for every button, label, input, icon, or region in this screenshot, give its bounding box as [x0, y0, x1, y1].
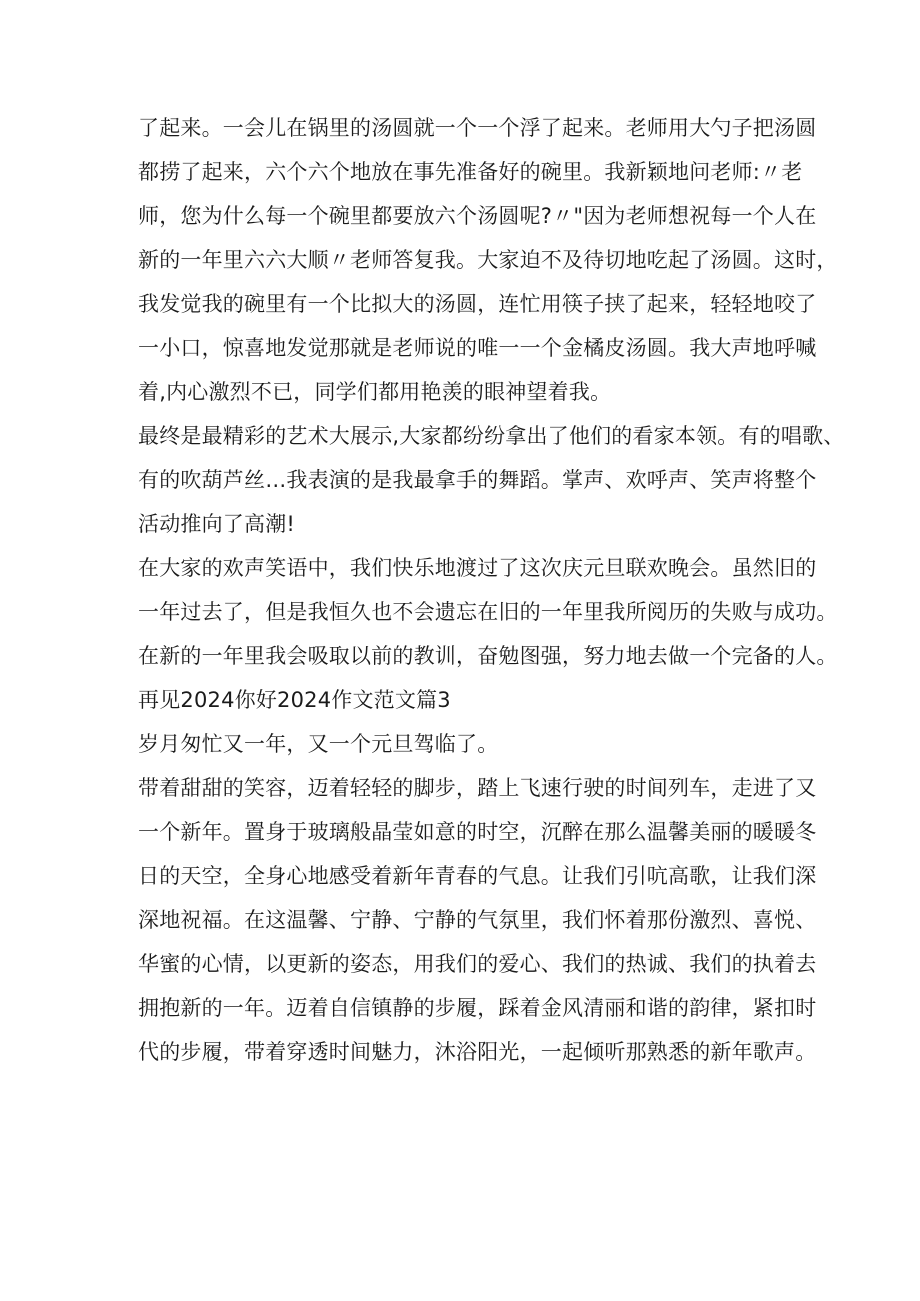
text-line: 最终是最精彩的艺术大展示,大家都纷纷拿出了他们的看家本领。有的唱歌、: [138, 424, 845, 448]
text-line: 华蜜的心情，以更新的姿态，用我们的爱心、我们的热诚、我们的执着去: [138, 952, 817, 976]
text-line: 有的吹葫芦丝…我表演的是我最拿手的舞蹈。掌声、欢呼声、笑声将整个: [138, 468, 817, 492]
text-line: 我发觉我的碗里有一个比拟大的汤圆，连忙用筷子挟了起来，轻轻地咬了: [138, 292, 817, 316]
section-heading: 再见2024你好2024作文范文篇3: [138, 688, 451, 712]
text-line: 拥抱新的一年。迈着自信镇静的步履，踩着金风清丽和谐的韵律，紧扣时: [138, 996, 817, 1020]
text-line: 一年过去了，但是我恒久也不会遗忘在旧的一年里我所阅历的失败与成功。: [138, 600, 838, 624]
text-line: 带着甜甜的笑容，迈着轻轻的脚步，踏上飞速行驶的时间列车，走进了又: [138, 776, 817, 800]
text-line: 一个新年。置身于玻璃般晶莹如意的时空，沉醉在那么温馨美丽的暖暖冬: [138, 820, 817, 844]
document-body: [138, 106, 845, 1074]
text-line: 一小口，惊喜地发觉那就是老师说的唯一一个金橘皮汤圆。我大声地呼喊: [138, 336, 817, 360]
text-line: 师，您为什么每一个碗里都要放六个汤圆呢?〃"因为老师想祝每一个人在: [138, 204, 817, 228]
text-line: 在大家的欢声笑语中，我们快乐地渡过了这次庆元旦联欢晚会。虽然旧的: [138, 556, 817, 580]
text-line: 岁月匆忙又一年，又一个元旦驾临了。: [138, 732, 499, 756]
text-line: 日的天空，全身心地感受着新年青春的气息。让我们引吭高歌，让我们深: [138, 864, 817, 888]
text-line: 在新的一年里我会吸取以前的教训，奋勉图强，努力地去做一个完备的人。: [138, 644, 838, 668]
text-line: 了起来。一会儿在锅里的汤圆就一个一个浮了起来。老师用大勺子把汤圆: [138, 116, 817, 140]
text-line: 新的一年里六六大顺〃老师答复我。大家迫不及待切地吃起了汤圆。这时，: [138, 248, 838, 272]
text-line: 活动推向了高潮!: [138, 512, 296, 536]
text-line: 着,内心激烈不已，同学们都用艳羡的眼神望着我。: [138, 380, 612, 404]
text-line: 深地祝福。在这温馨、宁静、宁静的气氛里，我们怀着那份激烈、喜悦、: [138, 908, 817, 932]
text-line: 都捞了起来，六个六个地放在事先准备好的碗里。我新颖地问老师:〃老: [138, 160, 803, 184]
text-line: 代的步履，带着穿透时间魅力，沐浴阳光，一起倾听那熟悉的新年歌声。: [138, 1040, 817, 1064]
